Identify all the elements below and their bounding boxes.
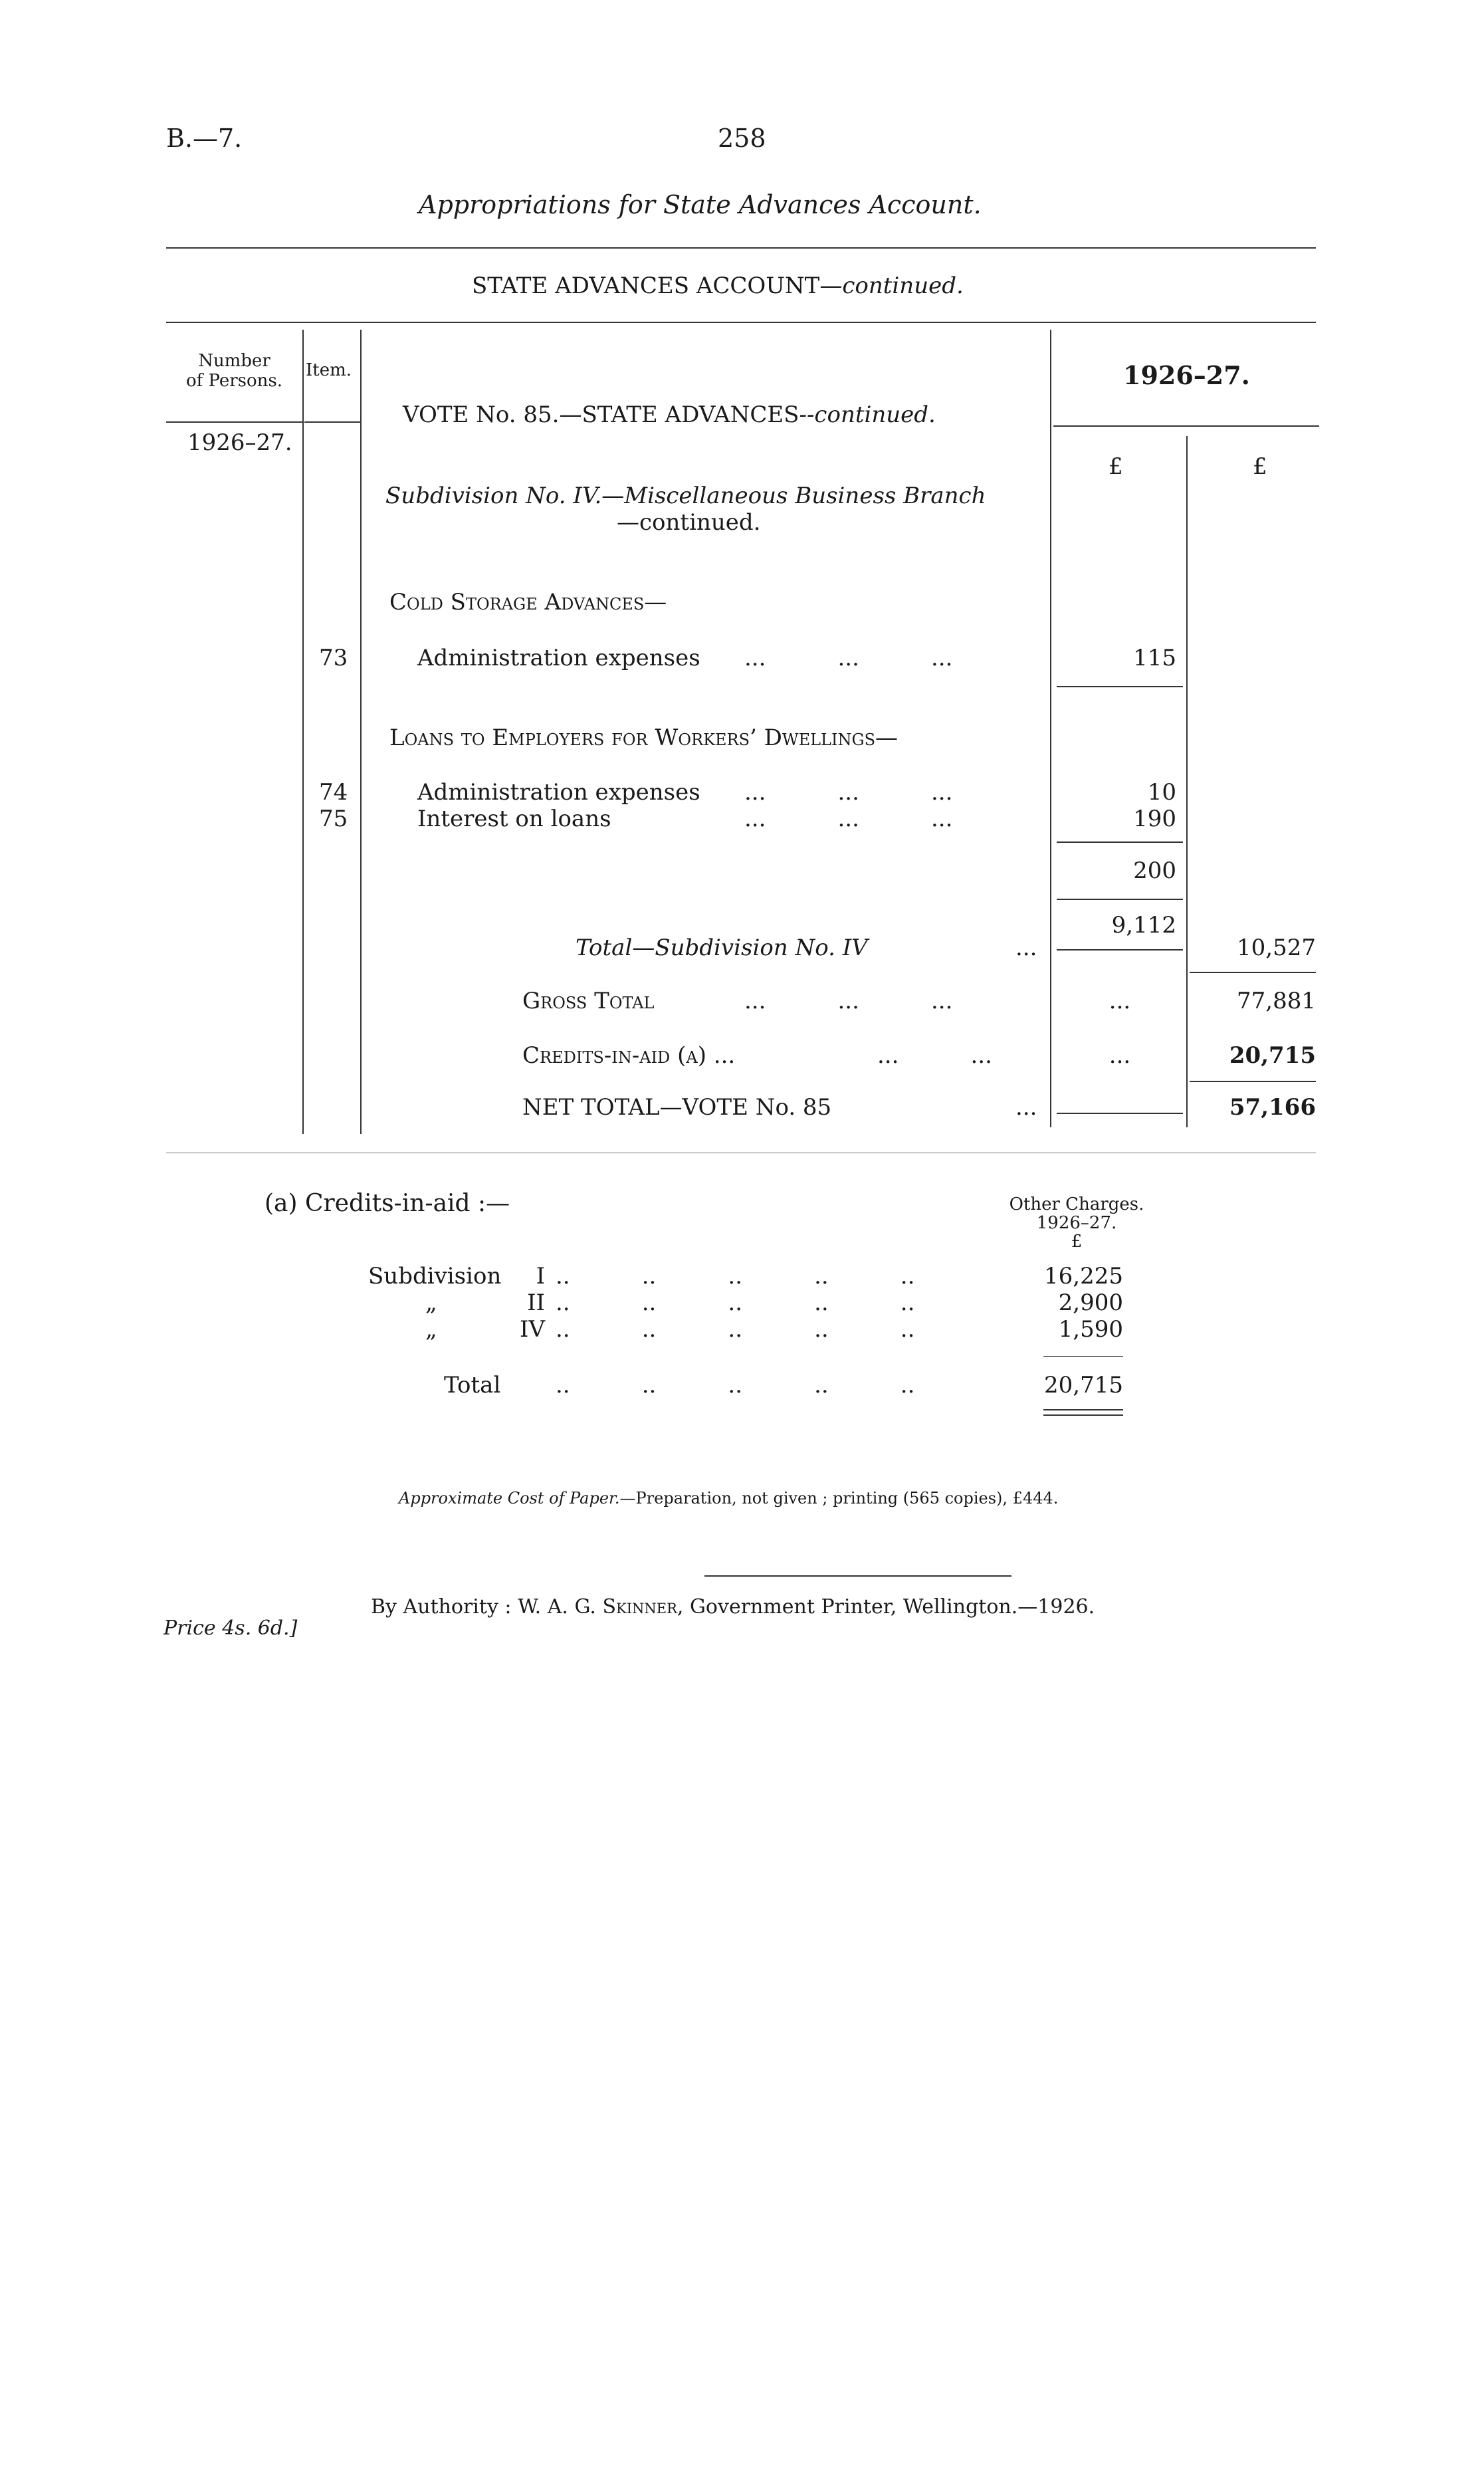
currency-col2: £ (1253, 453, 1267, 480)
footnote-row-value: 16,225 (1044, 1263, 1123, 1289)
cost-note-italic: Approximate Cost of Paper. (399, 1489, 620, 1508)
subtitle-continued: —continued. (819, 273, 964, 299)
row-dots: ... ... ... (744, 779, 953, 806)
credits-in-aid-dots: ... ... (877, 1042, 992, 1069)
footnote-col-line3: £ (1071, 1232, 1083, 1252)
gross-total-dots: ... ... ... (744, 988, 953, 1014)
cost-of-paper-note (399, 1489, 1058, 1508)
vote-title-main: VOTE No. 85.—STATE ADVANCES (403, 401, 799, 428)
footnote-row-value: 2,900 (1058, 1289, 1123, 1316)
year-left: 1926–27. (187, 429, 292, 456)
footnote-intro: (a) Credits-in-aid :— (265, 1190, 510, 1217)
footnote-row-dots: .. .. .. .. .. (556, 1316, 915, 1343)
vote-title (403, 401, 936, 428)
footnote-row-label: „ (425, 1289, 437, 1316)
total-subdivision-dots: ... (1015, 935, 1037, 961)
net-total-dots: ... (1015, 1094, 1037, 1121)
row-label: Interest on loans (417, 806, 611, 832)
section-heading-cold-storage: Cold Storage Advances— (389, 589, 667, 616)
footnote-column-header (990, 1195, 1163, 1251)
page-title: Appropriations for State Advances Account. (419, 190, 982, 219)
vote-title-continued: --continued. (799, 401, 936, 428)
footnote-col-line2: 1926–27. (1036, 1213, 1117, 1233)
section-heading-loans: Loans to Employers for Workers’ Dwellings— (389, 725, 899, 751)
col-persons-header (169, 351, 299, 391)
subdivision-title: Subdivision No. IV.—Miscellaneous Business Branch (385, 483, 986, 509)
imprint-printer-name: Skinner (602, 1595, 677, 1619)
gross-total-value: 77,881 (1237, 988, 1316, 1014)
credits-in-aid-mid: ... (1109, 1042, 1131, 1069)
gross-total-mid: ... (1109, 988, 1131, 1014)
total-subdivision-value: 10,527 (1237, 935, 1316, 961)
footnote-row-num: II (527, 1289, 545, 1316)
footnote-row-num: I (536, 1263, 545, 1289)
item-number: 75 (319, 806, 348, 832)
footnote-row-num: IV (520, 1316, 545, 1343)
footnote-total-value: 20,715 (1044, 1372, 1123, 1399)
row-label: Administration expenses (417, 779, 700, 806)
price-note: Price 4s. 6d.] (163, 1617, 298, 1640)
currency-col1: £ (1109, 453, 1123, 480)
row-label: Administration expenses (417, 645, 700, 671)
net-total-value: 57,166 (1229, 1094, 1316, 1121)
col-item-header: Item. (306, 360, 352, 380)
footnote-row-value: 1,590 (1058, 1316, 1123, 1343)
imprint-line (371, 1595, 1095, 1619)
gross-total-label: Gross Total (522, 988, 655, 1014)
row-amount: 190 (1133, 806, 1176, 832)
footnote-total-dots: .. .. .. .. .. (556, 1372, 915, 1399)
imprint-by: By Authority : W. A. G. (371, 1595, 603, 1619)
cost-note-rest: —Preparation, not given ; printing (565 copies), £444. (619, 1489, 1059, 1508)
footnote-total-label: Total (444, 1372, 501, 1399)
subdivision-continued: —continued. (617, 509, 761, 536)
section-subtotal: 200 (1133, 857, 1176, 884)
footnote-row-dots: .. .. .. .. .. (556, 1289, 915, 1316)
col-persons-line1: Number (198, 351, 270, 371)
page-number: 258 (718, 124, 766, 153)
year-right: 1926–27. (1123, 360, 1250, 390)
footnote-col-line1: Other Charges. (1009, 1194, 1144, 1214)
item-number: 73 (319, 645, 348, 671)
row-dots: ... ... ... (744, 806, 953, 832)
net-total-label: NET TOTAL—VOTE No. 85 (522, 1094, 832, 1121)
total-subdivision-label: Total—Subdivision No. IV (576, 935, 868, 961)
credits-in-aid-label: Credits-in-aid (a) ... (522, 1042, 736, 1069)
account-subtitle (472, 273, 964, 299)
item-number: 74 (319, 779, 348, 806)
row-dots: ... ... ... (744, 645, 953, 671)
credits-in-aid-value: 20,715 (1229, 1042, 1316, 1069)
col-persons-line2: of Persons. (185, 371, 283, 391)
cumulative-total: 9,112 (1111, 912, 1176, 939)
document-reference: B.—7. (166, 124, 243, 153)
row-amount: 10 (1147, 779, 1176, 806)
imprint-rest: , Government Printer, Wellington.—1926. (677, 1595, 1095, 1619)
row-amount: 115 (1133, 645, 1176, 671)
footnote-row-label: „ (425, 1316, 437, 1343)
footnote-row-label: Subdivision (368, 1263, 502, 1289)
subtitle-main: STATE ADVANCES ACCOUNT (472, 273, 820, 299)
footnote-row-dots: .. .. .. .. .. (556, 1263, 915, 1289)
